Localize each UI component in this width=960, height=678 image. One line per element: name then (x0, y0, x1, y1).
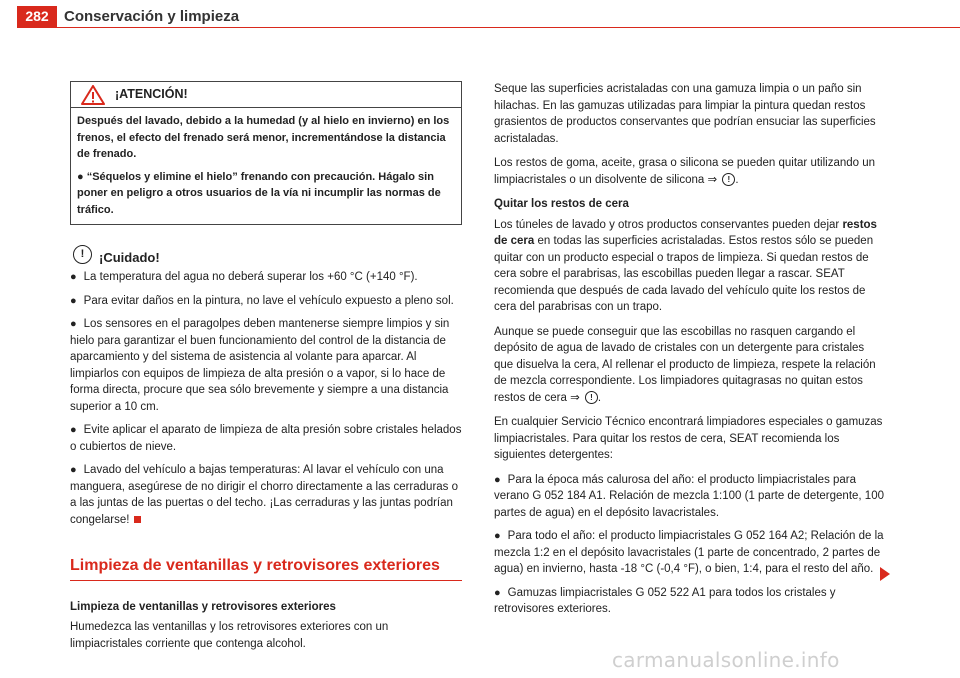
bullet-dot: ● (494, 530, 501, 542)
caution-bullet-text: Los sensores en el paragolpes deben mantenerse siempre limpios y sin hielo para garantizar el buen funcionamiento del control de la distancia de aparcamiento y del sistema de asistencia al volante para aparcar. Al limpiarlos con equipos de limpieza de alta presión o a vapor, si lo hace de forma directa, procure que sea sólo brevemente y siempre a una distancia superior a 10 cm. (70, 318, 450, 413)
bullet-dot: ● (70, 424, 77, 436)
right-paragraph-5: En cualquier Servicio Técnico encontrará limpiadores especiales o gamuzas limpiacristales. Para quitar los restos de cera, SEAT recomienda los siguientes detergentes: (494, 416, 883, 461)
caution-bullet-text: Para evitar daños en la pintura, no lave el vehículo expuesto a pleno sol. (83, 294, 454, 307)
bullet-dot: ● (70, 271, 77, 283)
section-title: Limpieza de ventanillas y retrovisores exteriores (70, 558, 462, 581)
page-header (0, 0, 960, 30)
right-paragraph-3 (494, 217, 884, 316)
caution-bullet-4 (70, 422, 462, 455)
right-column (494, 81, 884, 625)
right-bullet-3 (494, 585, 884, 618)
caution-bullet-2 (70, 293, 462, 310)
right-subheading: Quitar los restos de cera (494, 198, 629, 210)
paragraph-text: en todas las superficies acristaladas. Estos restos sólo se pueden quitar con un producto especial o trapos de limpieza. Si quedan restos de cera sobre el parabrisas, las escobillas pueden llegar a rascar. SEAT recomienda que después de cada lavado del vehículo quite los restos de cera del parabrisas con un trapo. (494, 235, 874, 313)
warning-bullet-text: “Séquelos y elimine el hielo” frenando con precaución. Hágalo sin poner en peligro a otros usuarios de la vía ni incumplir las normas de tráfico. (77, 170, 441, 216)
page-title: Conservación y limpieza (64, 8, 240, 25)
header-rule (17, 27, 960, 28)
section-subheading: Limpieza de ventanillas y retrovisores exteriores (70, 600, 336, 613)
right-paragraph-1: Seque las superficies acristaladas con una gamuza limpia o un paño sin hilachas. En las gamuzas utilizadas para limpiar la pintura quedan restos grasientos de productos conservantes que podrían ensuciar las superficies acristaladas. (494, 83, 876, 145)
right-bullet-2 (494, 528, 884, 578)
end-of-section-marker (134, 516, 141, 523)
right-paragraph-2: Los restos de goma, aceite, grasa o silicona se pueden quitar utilizando un limpiacristales o un disolvente de silicona ⇒ ! . (494, 157, 876, 186)
page-number: 282 (17, 6, 57, 27)
caution-ref-icon: ! (585, 391, 598, 404)
right-paragraph-4: Aunque se puede conseguir que las escobillas no rasquen cargando el depósito de agua de lavado de cristales con un detergente para cristales que disuelva la cera, Al rellenar el producto de limpieza, respete la relación de mezcla correspondiente. Los limpiadores quitagrasas no quitan estos restos de cera ⇒ ! . (494, 325, 876, 404)
warning-body (71, 108, 461, 224)
bullet-dot: ● (494, 586, 501, 599)
paragraph-text: Los túneles de lavado y otros productos conservantes pueden dejar (494, 218, 840, 231)
warning-header (71, 82, 461, 108)
warning-paragraph: Después del lavado, debido a la humedad (y al hielo en invierno) en los frenos, el efecto del frenado será menor, incrementándose la distancia de frenado. (77, 115, 450, 160)
watermark: carmanualsonline.info (612, 648, 840, 672)
caution-ref-icon: ! (722, 173, 735, 186)
bullet-dot: ● (77, 170, 84, 183)
caution-bullet-3 (70, 316, 462, 415)
bullet-dot: ● (70, 464, 77, 476)
bullet-dot: ● (70, 294, 77, 307)
paragraph-text: Los restos de goma, aceite, grasa o silicona se pueden quitar utilizando un limpiacristales o un disolvente de silicona (494, 157, 876, 186)
caution-bullet-1 (70, 269, 462, 286)
caution-title: ¡Cuidado! (99, 249, 160, 265)
bullet-dot: ● (494, 473, 501, 486)
warning-title: ¡ATENCIÓN! (115, 87, 188, 102)
warning-triangle-icon (81, 85, 105, 105)
paragraph-text: Aunque se puede conseguir que las escobillas no rasquen cargando el depósito de agua de lavado de cristales con un detergente para cristales que disuelva la cera, Al rellenar el producto de limpieza, respete la relación de mezcla correspondiente. Los limpiadores quitagrasas no quitan estos restos de cera (494, 325, 876, 404)
caution-bullet-5 (70, 462, 462, 528)
right-bullet-1 (494, 472, 884, 522)
right-bullet-text: Para la época más calurosa del año: el producto limpiacristales para verano G 052 184 A1. Relación de mezcla 1:100 (1 parte de detergente, 100 partes de agua) en el depósito lavacristales. (494, 473, 884, 519)
right-bullet-text: Para todo el año: el producto limpiacristales G 052 164 A2; Relación de la mezcla 1:2 en el depósito lavacristales (1 parte de concentrado, 2 partes de agua) en invierno, hasta -18 °C (-0,4 °F), o bien, 1:4, para el resto del año. (494, 530, 884, 575)
next-page-arrow-icon (880, 567, 890, 581)
caution-bullet-text: Evite aplicar el aparato de limpieza de alta presión sobre cristales helados o cubiertos de nieve. (70, 424, 462, 453)
caution-bullet-text: Lavado del vehículo a bajas temperaturas: Al lavar el vehículo con una manguera, asegúrese de no dirigir el chorro directamente a las cerraduras o a las juntas de las puertas o del techo. ¡Las cerraduras y las juntas podrían congelarse! (70, 464, 459, 526)
caution-icon: ! (73, 245, 92, 264)
reference-arrow: ⇒ (707, 173, 718, 186)
warning-box (70, 81, 462, 225)
caution-bullet-text: La temperatura del agua no deberá superar los +60 °C (+140 °F). (83, 271, 418, 283)
caution-header (73, 247, 462, 269)
warning-bullet (77, 169, 457, 219)
bold-term: restos de cera (494, 218, 877, 247)
right-bullet-text: Gamuzas limpiacristales G 052 522 A1 para todos los cristales y retrovisores exteriores. (494, 586, 836, 615)
section-text: Humedezca las ventanillas y los retrovisores exteriores con un limpiacristales corriente que contenga alcohol. (70, 621, 389, 650)
reference-arrow: ⇒ (570, 391, 580, 404)
left-column (70, 81, 462, 660)
bullet-dot: ● (70, 318, 77, 330)
